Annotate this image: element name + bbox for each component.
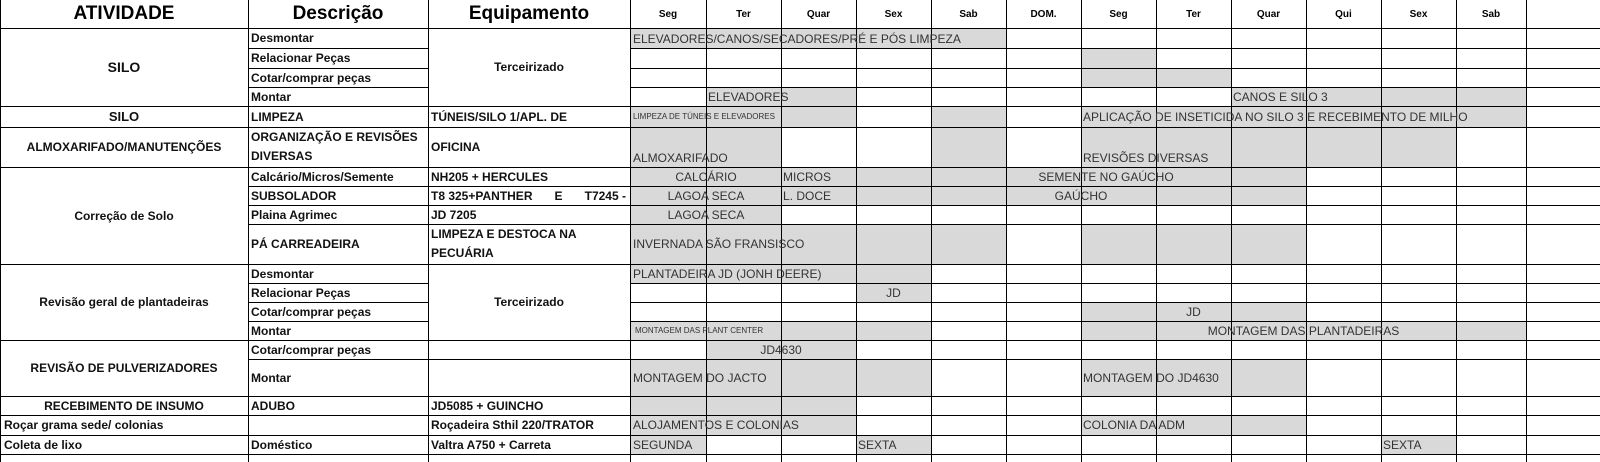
day-header: Quar bbox=[806, 8, 831, 20]
schedule-entry: JD bbox=[886, 285, 901, 300]
description-cell: Cotar/comprar peças bbox=[251, 342, 372, 357]
schedule-entry: CANOS E SILO 3 bbox=[1233, 89, 1328, 104]
equipment-cell bbox=[428, 340, 630, 396]
equipment-cell: NH205 + HERCULES bbox=[431, 169, 549, 184]
description-cell: Desmontar bbox=[251, 266, 314, 281]
activity-name: RECEBIMENTO DE INSUMO bbox=[44, 398, 204, 413]
schedule-entry: CALCÁRIO bbox=[675, 169, 737, 184]
schedule-entry: REVISÕES DIVERSAS bbox=[1083, 151, 1209, 165]
activity-name: Roçar grama sede/ colonias bbox=[4, 418, 164, 432]
description-cell: Montar bbox=[251, 323, 291, 338]
activity-name: SILO bbox=[108, 108, 140, 124]
day-header: Sab bbox=[959, 8, 978, 20]
description-cell: LIMPEZA bbox=[251, 109, 304, 124]
equipment-cell: JD5085 + GUINCHO bbox=[431, 398, 544, 413]
schedule-entry: ELEVADORES bbox=[708, 89, 789, 104]
schedule-entry: LAGOA SECA bbox=[667, 207, 745, 222]
description-cell bbox=[248, 415, 428, 435]
description-cell: Montar bbox=[251, 89, 291, 104]
schedule-entry: ALOJAMENTOS E COLONIAS bbox=[633, 418, 799, 432]
schedule-entry: ALMOXARIFADO bbox=[633, 151, 728, 165]
activity-name: Correção de Solo bbox=[74, 208, 174, 223]
description-cell: Desmontar bbox=[251, 31, 314, 45]
description-cell: ADUBO bbox=[251, 398, 295, 413]
equipment-part: T8 325+PANTHER bbox=[431, 188, 533, 203]
schedule-entry: JD4630 bbox=[760, 342, 802, 357]
schedule-entry: INVERNADA SÃO FRANSISCO bbox=[633, 237, 805, 251]
activity-name: Revisão geral de plantadeiras bbox=[39, 295, 209, 309]
day-header: DOM. bbox=[1030, 8, 1057, 20]
equipment-part: E bbox=[554, 188, 563, 203]
activity-name: ALMOXARIFADO/MANUTENÇÕES bbox=[26, 140, 222, 154]
day-header: Sab bbox=[1481, 8, 1501, 20]
day-header: Seg bbox=[1109, 8, 1128, 20]
description-cell: SUBSOLADOR bbox=[251, 188, 337, 203]
schedule-entry: L. DOCE bbox=[783, 188, 832, 203]
header-equipamento: Equipamento bbox=[468, 3, 590, 24]
activity-name: REVISÃO DE PULVERIZADORES bbox=[30, 361, 218, 375]
schedule-entry: MONTAGEM DO JACTO bbox=[633, 370, 767, 385]
schedule-entry: MONTAGEM DO JD4630 bbox=[1083, 370, 1219, 385]
equipment-cell bbox=[428, 186, 630, 205]
shade-silo-col8 bbox=[1156, 68, 1231, 87]
schedule-entry: JD bbox=[1186, 304, 1201, 319]
header-atividade: ATIVIDADE bbox=[73, 3, 175, 24]
schedule-entry: SEXTA bbox=[858, 437, 897, 452]
description-cell: Montar bbox=[251, 370, 291, 385]
schedule-entry: SEXTA bbox=[1383, 437, 1422, 452]
day-header: Sex bbox=[1409, 8, 1428, 20]
equipment-cell: JD 7205 bbox=[431, 207, 477, 222]
equipment-cell: OFICINA bbox=[431, 140, 481, 154]
activity-name: Coleta de lixo bbox=[4, 437, 83, 452]
description-cell: Doméstico bbox=[251, 437, 313, 452]
schedule-entry: PLANTADEIRA JD (JONH DEERE) bbox=[633, 266, 822, 281]
description-cell: PÁ CARREADEIRA bbox=[251, 237, 360, 251]
schedule-entry: SEGUNDA bbox=[633, 437, 693, 452]
equipment-cell: Terceirizado bbox=[494, 60, 564, 74]
schedule-entry: LAGOA SECA bbox=[667, 188, 745, 203]
schedule-entry: APLICAÇÃO DE INSETICIDA NO SILO 3 E RECEBIMENTO DE MILHO bbox=[1083, 109, 1468, 124]
shade-almox-a bbox=[931, 127, 1006, 167]
shade-silo-limpeza-a bbox=[931, 106, 1006, 127]
activity-name: SILO bbox=[107, 59, 141, 75]
description-cell: Cotar/comprar peças bbox=[251, 70, 372, 85]
schedule-entry: MICROS bbox=[783, 169, 831, 184]
schedule-entry: GAÚCHO bbox=[1054, 188, 1108, 203]
description-cell: Plaina Agrimec bbox=[251, 207, 338, 222]
equipment-cell: Terceirizado bbox=[494, 295, 564, 309]
equipment-cell: TÚNEIS/SILO 1/APL. DE bbox=[431, 109, 568, 124]
day-header: Seg bbox=[658, 8, 678, 20]
day-header: Ter bbox=[736, 8, 751, 20]
header-descricao: Descrição bbox=[292, 3, 384, 24]
schedule-entry: LIMPEZA DE TÚNEIS E ELEVADORES bbox=[633, 112, 775, 121]
equipment-cell: LIMPEZA E DESTOCA NA PECUÁRIA bbox=[431, 227, 577, 260]
schedule-entry: MONTAGEM DAS PLANTADEIRAS bbox=[1207, 323, 1400, 338]
day-header: Quar bbox=[1256, 8, 1281, 20]
day-header: Qui bbox=[1335, 8, 1352, 20]
schedule-entry: MONTAGEM DAS PLANT CENTER bbox=[635, 326, 764, 335]
description-cell: Cotar/comprar peças bbox=[251, 304, 372, 319]
description-cell: Relacionar Peças bbox=[251, 285, 351, 300]
shade-rec bbox=[631, 396, 856, 415]
day-header: Sex bbox=[884, 8, 903, 20]
description-cell: ORGANIZAÇÃO E REVISÕES DIVERSAS bbox=[251, 130, 418, 163]
shade-solo-r4b bbox=[1081, 224, 1306, 264]
schedule-entry: COLONIA DA ADM bbox=[1083, 418, 1186, 432]
equipment-part: T7245 - bbox=[584, 188, 626, 203]
equipment-cell: Roçadeira Sthil 220/TRATOR bbox=[431, 418, 594, 432]
day-header: Ter bbox=[1186, 8, 1201, 20]
equipment-cell: Valtra A750 + Carreta bbox=[431, 437, 551, 452]
description-cell: Calcário/Micros/Semente bbox=[251, 169, 394, 184]
schedule-entry: ELEVADORES/CANOS/SECADORES/PRÉ E PÓS LIMPEZA bbox=[633, 31, 961, 46]
description-cell: Relacionar Peças bbox=[251, 51, 351, 65]
schedule-entry: SEMENTE NO GAÚCHO bbox=[1038, 169, 1174, 184]
